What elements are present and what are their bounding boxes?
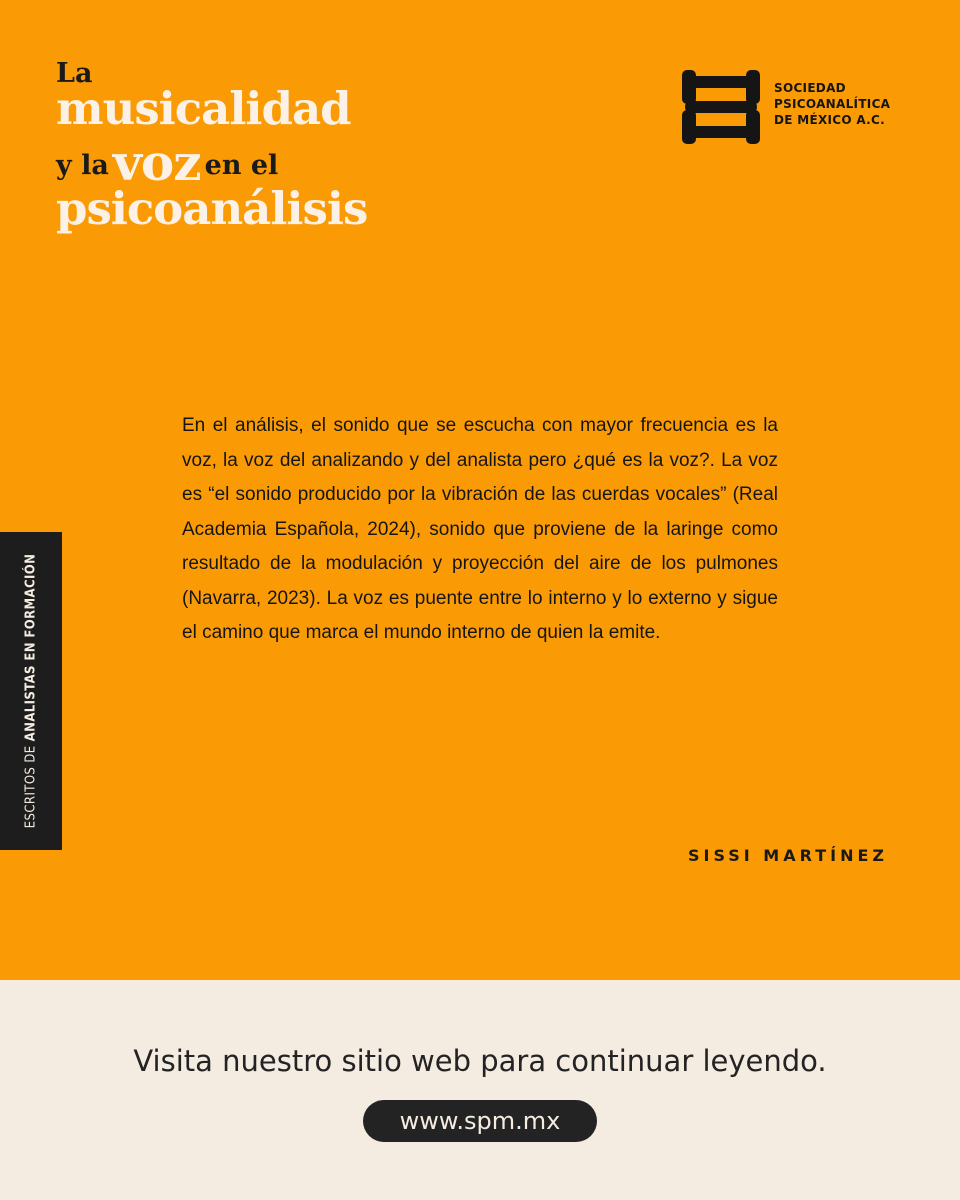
title-line-1: La — [56, 58, 93, 89]
spm-logo-mark-icon — [682, 70, 760, 144]
spm-logo — [682, 70, 902, 146]
title-line-4: psicoanálisis — [56, 182, 368, 235]
title-line-2: musicalidad — [56, 82, 351, 135]
logo-wordmark — [774, 80, 890, 128]
logo-line-3: DE MÉXICO A.C. — [774, 113, 886, 127]
series-side-tab — [0, 532, 62, 850]
author-name: SISSI MARTÍNEZ — [687, 846, 888, 865]
excerpt-paragraph: En el análisis, el sonido que se escucha con mayor frecuencia es la voz, la voz del analizando y del analista pero ¿qué es la voz?. La voz es “el sonido producido por la vibración de las cuerdas vocales” (Real Academia Española, 2024), sonido que proviene de la laringe como resultado de la modulación y proyección del aire de los pulmones (Navarra, 2023). La voz es puente entre lo interno y lo externo y sigue el camino que marca el mundo interno de quien la emite. — [182, 415, 778, 643]
logo-line-2: PSICOANALÍTICA — [774, 97, 891, 111]
title-line-3 — [56, 133, 279, 192]
title-word-voz: voz — [112, 133, 201, 192]
website-link[interactable]: www.spm.mx — [363, 1100, 597, 1142]
continue-reading-text: Visita nuestro sitio web para continuar leyendo. — [133, 1044, 827, 1078]
series-label-bold: ANALISTAS EN FORMACIÓN — [23, 553, 39, 742]
series-label-regular: ESCRITOS DE — [23, 741, 39, 829]
title-word-en-el: en el — [204, 150, 279, 181]
series-label — [24, 554, 39, 829]
logo-line-1: SOCIEDAD — [774, 81, 846, 95]
title-word-y-la: y la — [56, 150, 109, 181]
